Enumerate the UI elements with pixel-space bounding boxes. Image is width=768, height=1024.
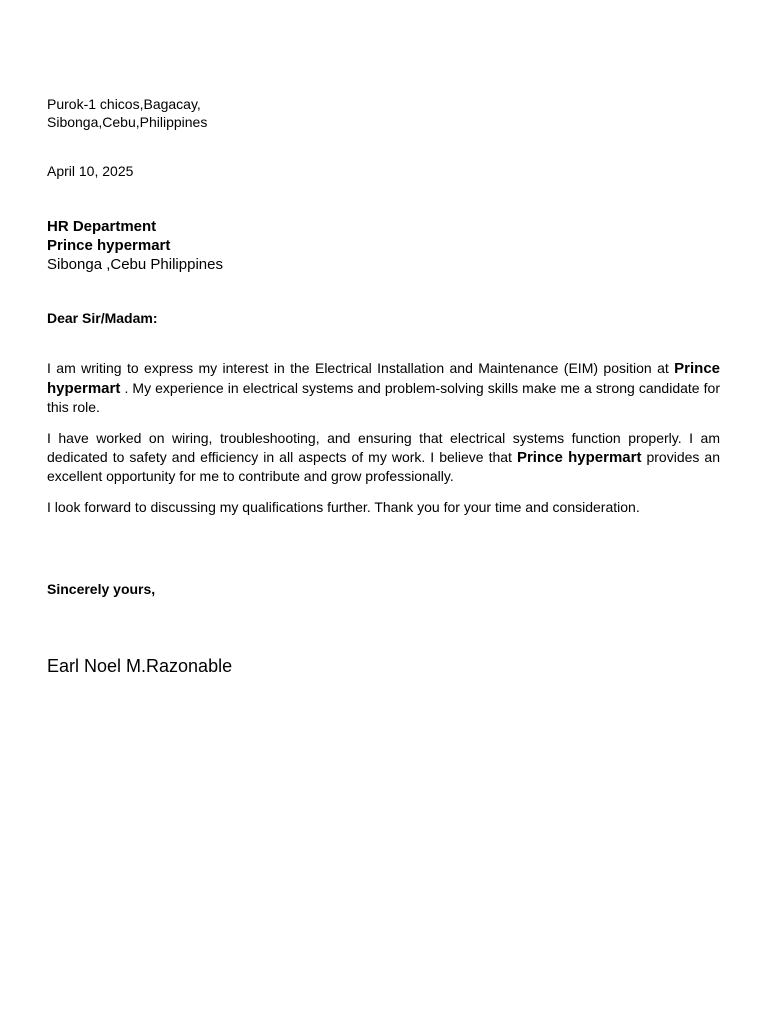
recipient-company: Prince hypermart bbox=[47, 237, 171, 254]
signature-name: Earl Noel M.Razonable bbox=[47, 656, 233, 676]
p1-text-before: I am writing to express my interest in the Electrical Installation and Maintenance (EIM) position at bbox=[47, 360, 675, 376]
salutation: Dear Sir/Madam: bbox=[47, 310, 158, 326]
body-paragraph-2 bbox=[47, 429, 720, 486]
sender-address-line1: Purok-1 chicos,Bagacay, bbox=[47, 96, 201, 112]
p1-company-name: Prince hypermart bbox=[47, 360, 720, 397]
body-paragraph-3: I look forward to discussing my qualifications further. Thank you for your time and consideration. bbox=[47, 499, 640, 515]
sender-address-line2: Sibonga,Cebu,Philippines bbox=[47, 114, 208, 130]
p2-text-before: I have worked on wiring, troubleshooting, and ensuring that electrical systems function properly. I am dedicated to safety and efficiency in all aspects of my work. I believe that bbox=[47, 430, 720, 465]
p2-text-after: provides an excellent opportunity for me to contribute and grow professionally. bbox=[47, 448, 720, 484]
p1-text-after: . My experience in electrical systems and problem-solving skills make me a strong candidate for this role. bbox=[47, 379, 720, 415]
body-paragraph-1 bbox=[47, 359, 720, 417]
recipient-department: HR Department bbox=[47, 218, 157, 235]
closing: Sincerely yours, bbox=[47, 581, 156, 597]
p2-company-name: Prince hypermart bbox=[516, 448, 642, 466]
recipient-location: Sibonga ,Cebu Philippines bbox=[47, 256, 223, 273]
letter-date: April 10, 2025 bbox=[47, 163, 134, 179]
